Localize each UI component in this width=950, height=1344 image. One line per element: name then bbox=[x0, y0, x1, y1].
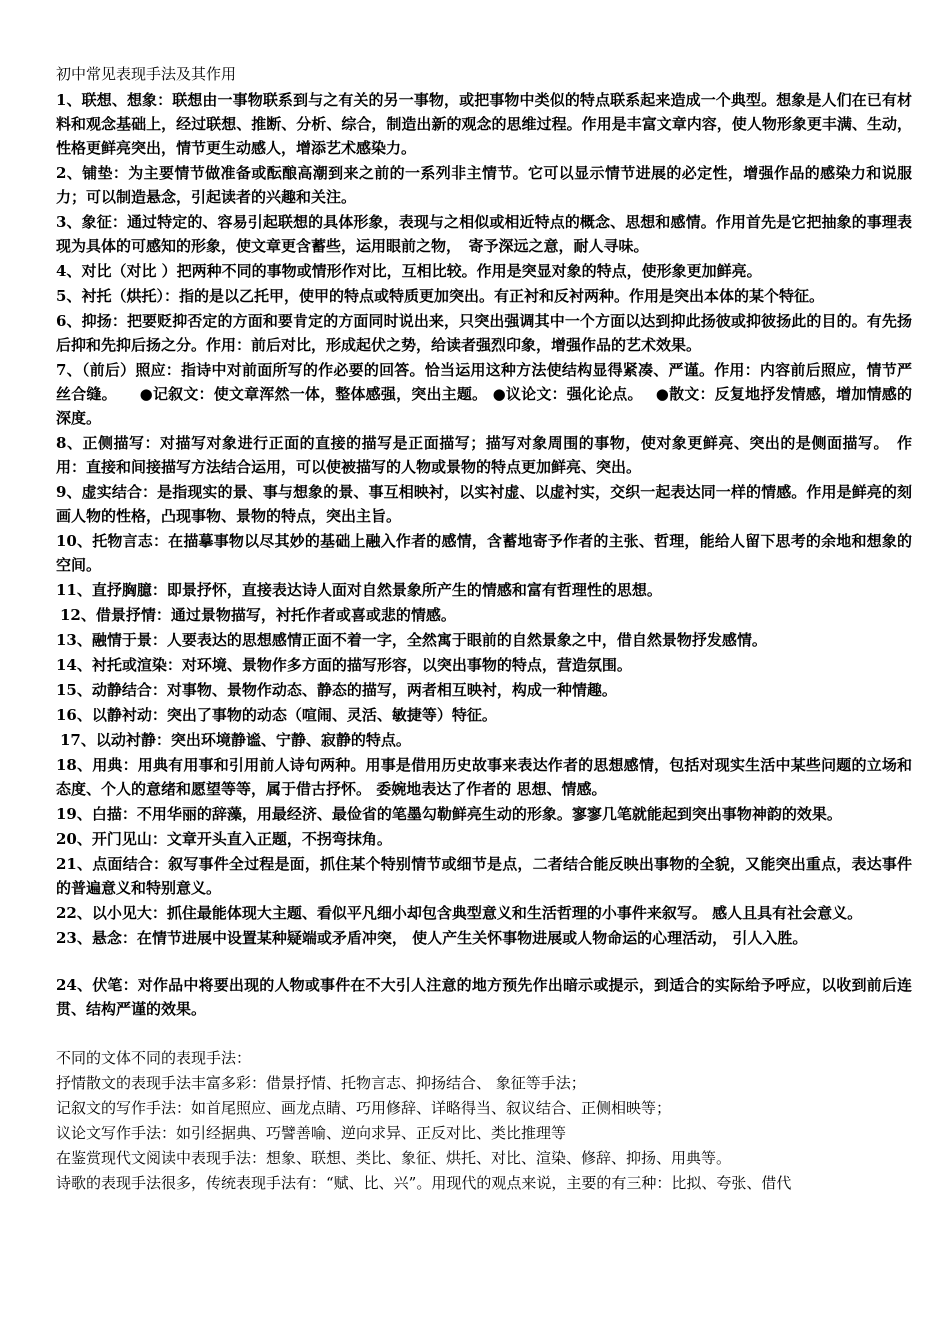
technique-number: 17、 bbox=[60, 731, 96, 749]
document-page bbox=[56, 62, 912, 1196]
technique-number: 18、 bbox=[56, 756, 93, 774]
technique-number: 20、 bbox=[56, 830, 92, 848]
technique-text: 衬托（烘托）：指的是以乙托甲，使甲的特点或特质更加突出。有正衬和反衬两种。作用是突出本体的某个特征。 bbox=[81, 287, 824, 305]
technique-text: 点面结合：叙写事件全过程是面，抓住某个特别情节或细节是点，二者结合能反映出事物的全貌，又能突出重点，表达事件的普遍意义和特别意义。 bbox=[56, 855, 912, 897]
technique-item bbox=[56, 827, 912, 851]
technique-number: 4、 bbox=[56, 262, 82, 280]
genre-line: 诗歌的表现手法很多，传统表现手法有：“赋、比、兴”。用现代的观点来说，主要的有三种：比拟、夸张、借代 bbox=[56, 1174, 792, 1192]
document-title: 初中常见表现手法及其作用 bbox=[56, 65, 237, 83]
technique-item bbox=[56, 358, 912, 430]
technique-text: 托物言志：在描摹事物以尽其妙的基础上融入作者的感情，含蓄地寄予作者的主张、哲理，能给人留下思考的余地和想象的空间。 bbox=[56, 532, 912, 574]
technique-text: 虚实结合：是指现实的景、事与想象的景、事互相映衬，以实衬虚、以虚衬实，交织一起表达同一样的情感。作用是鲜亮的刻画人物的性格，凸现事物、景物的特点，突出主旨。 bbox=[56, 483, 912, 525]
technique-text: 悬念：在情节进展中设置某种疑端或矛盾冲突， 使人产生关怀事物进展或人物命运的心理活动， 引人入胜。 bbox=[91, 929, 808, 947]
technique-number: 7、 bbox=[56, 361, 82, 379]
technique-item bbox=[56, 901, 912, 925]
technique-item bbox=[56, 529, 912, 577]
technique-number: 8、 bbox=[56, 434, 83, 452]
technique-item bbox=[56, 578, 912, 602]
technique-item bbox=[56, 309, 912, 357]
technique-number: 22、 bbox=[56, 904, 92, 922]
technique-number: 13、 bbox=[56, 631, 92, 649]
technique-item bbox=[56, 284, 912, 308]
technique-item bbox=[56, 628, 912, 652]
technique-number: 14、 bbox=[56, 656, 92, 674]
technique-text: 以小见大：抓住最能体现大主题、看似平凡细小却包含典型意义和生活哲理的小事件来叙写。 感人且具有社会意义。 bbox=[91, 904, 863, 922]
technique-text: 伏笔：对作品中将要出现的人物或事件在不大引人注意的地方预先作出暗示或提示，到适合的实际给予呼应，以收到前后连贯、结构严谨的效果。 bbox=[56, 976, 912, 1018]
technique-text: 对比（对比 ）把两种不同的事物或情形作对比，互相比较。作用是突显对象的特点，使形象更加鲜亮。 bbox=[81, 262, 762, 280]
genre-lines bbox=[56, 1071, 912, 1195]
technique-item bbox=[56, 88, 912, 160]
technique-number: 10、 bbox=[56, 532, 93, 550]
technique-number: 24、 bbox=[56, 976, 93, 994]
technique-text: 动静结合：对事物、景物作动态、静态的描写，两者相互映衬，构成一种情趣。 bbox=[91, 681, 617, 699]
technique-number: 15、 bbox=[56, 681, 92, 699]
technique-text: 开门见山：文章开头直入正题，不拐弯抹角。 bbox=[91, 830, 392, 848]
technique-text: 直抒胸臆：即景抒怀，直接表达诗人面对自然景象所产生的情感和富有哲理性的思想。 bbox=[91, 581, 662, 599]
technique-number: 1、 bbox=[56, 91, 82, 109]
technique-text: 正侧描写：对描写对象进行正面的直接的描写是正面描写；描写对象周围的事物，使对象更鲜亮、突出的是侧面描写。 作用：直接和间接描写方法结合运用，可以使被描写的人物或景物的特点更加鲜亮、突出。 bbox=[56, 434, 913, 476]
technique-item bbox=[56, 210, 912, 258]
genre-line: 记叙文的写作手法：如首尾照应、画龙点睛、巧用修辞、详略得当、叙议结合、正侧相映等； bbox=[56, 1099, 672, 1117]
technique-item bbox=[56, 926, 912, 950]
technique-text: 以静衬动：突出了事物的动态（喧闹、灵活、敏捷等）特征。 bbox=[91, 706, 497, 724]
technique-text: 白描：不用华丽的辞藻，用最经济、最俭省的笔墨勾勒鲜亮生动的形象。寥寥几笔就能起到突出事物神韵的效果。 bbox=[91, 805, 842, 823]
technique-item bbox=[56, 259, 912, 283]
technique-number: 9、 bbox=[56, 483, 82, 501]
technique-number: 11、 bbox=[56, 581, 92, 599]
technique-text: 用典：用典有用事和引用前人诗句两种。用事是借用历史故事来表达作者的思想感情，包括对现实生活中某些问题的立场和态度、个人的意绪和愿望等等，属于借古抒怀。 委婉地表达了作者的 思想、情感。 bbox=[56, 756, 912, 798]
technique-text: 抑扬：把要贬抑否定的方面和要肯定的方面同时说出来，只突出强调其中一个方面以达到抑此扬彼或抑彼扬此的目的。有先扬后抑和先抑后扬之分。作用：前后对比，形成起伏之势，给读者强烈印象，增强作品的艺术效果。 bbox=[56, 312, 912, 354]
genre-line: 在鉴赏现代文阅读中表现手法：想象、联想、类比、象征、烘托、对比、渲染、修辞、抑扬、用典等。 bbox=[56, 1149, 732, 1167]
technique-text: 借景抒情：通过景物描写，衬托作者或喜或悲的情感。 bbox=[95, 606, 456, 624]
technique-number: 5、 bbox=[56, 287, 82, 305]
genre-line: 抒情散文的表现手法丰富多彩：借景抒情、托物言志、抑扬结合、 象征等手法； bbox=[56, 1074, 586, 1092]
technique-text: 联想、想象：联想由一事物联系到与之有关的另一事物，或把事物中类似的特点联系起来造成一个典型。想象是人们在已有材料和观念基础上，经过联想、推断、分析、综合，制造出新的观念的思维过程。作用是丰富文章内容，使人物形象更丰满、生动，性格更鲜亮突出，情节更生动感人，增添艺术感染力。 bbox=[56, 91, 912, 157]
technique-text: 象征：通过特定的、容易引起联想的具体形象，表现与之相似或相近特点的概念、思想和感情。作用首先是它把抽象的事理表现为具体的可感知的形象，使文章更含蓄些，运用眼前之物， 寄予深远之意，耐人寻味。 bbox=[56, 213, 912, 255]
technique-item bbox=[56, 802, 912, 826]
technique-item bbox=[56, 678, 912, 702]
technique-number: 19、 bbox=[56, 805, 92, 823]
technique-text: （前后）照应：指诗中对前面所写的作必要的回答。恰当运用这种方法使结构显得紧凑、严谨。作用：内容前后照应，情节严丝合缝。 ●记叙文：使文章浑然一体，整体感强，突出主题。 ●议论文：强化论点。 ●散文：反复地抒发情感，增加情感的深度。 bbox=[56, 361, 912, 427]
genre-section-title: 不同的文体不同的表现手法： bbox=[56, 1049, 252, 1067]
technique-item bbox=[56, 753, 912, 801]
technique-item bbox=[56, 603, 912, 627]
technique-number: 16、 bbox=[56, 706, 92, 724]
technique-item bbox=[56, 480, 912, 528]
technique-number: 6、 bbox=[56, 312, 82, 330]
technique-item bbox=[56, 161, 912, 209]
technique-text: 以动衬静：突出环境静谧、宁静、寂静的特点。 bbox=[95, 731, 411, 749]
technique-item bbox=[56, 728, 912, 752]
technique-item bbox=[56, 653, 912, 677]
technique-text: 铺垫：为主要情节做准备或酝酿高潮到来之前的一系列非主情节。它可以显示情节进展的必定性，增强作品的感染力和说服力；可以制造悬念，引起读者的兴趣和关注。 bbox=[56, 164, 912, 206]
paragraph-gap bbox=[56, 951, 912, 973]
technique-number: 2、 bbox=[56, 164, 83, 182]
technique-list bbox=[56, 88, 912, 1021]
genre-line: 议论文写作手法：如引经据典、巧譬善喻、逆向求异、正反对比、类比推理等 bbox=[56, 1124, 567, 1142]
technique-number: 23、 bbox=[56, 929, 92, 947]
technique-item bbox=[56, 973, 912, 1021]
technique-item bbox=[56, 703, 912, 727]
technique-number: 12、 bbox=[60, 606, 96, 624]
technique-number: 21、 bbox=[56, 855, 93, 873]
technique-text: 融情于景：人要表达的思想感情正面不着一字，全然寓于眼前的自然景象之中，借自然景物抒发感情。 bbox=[91, 631, 767, 649]
technique-text: 衬托或渲染：对环境、景物作多方面的描写形容，以突出事物的特点，营造氛围。 bbox=[91, 656, 632, 674]
technique-item bbox=[56, 852, 912, 900]
section-gap bbox=[56, 1022, 912, 1046]
technique-item bbox=[56, 431, 912, 479]
technique-number: 3、 bbox=[56, 213, 82, 231]
